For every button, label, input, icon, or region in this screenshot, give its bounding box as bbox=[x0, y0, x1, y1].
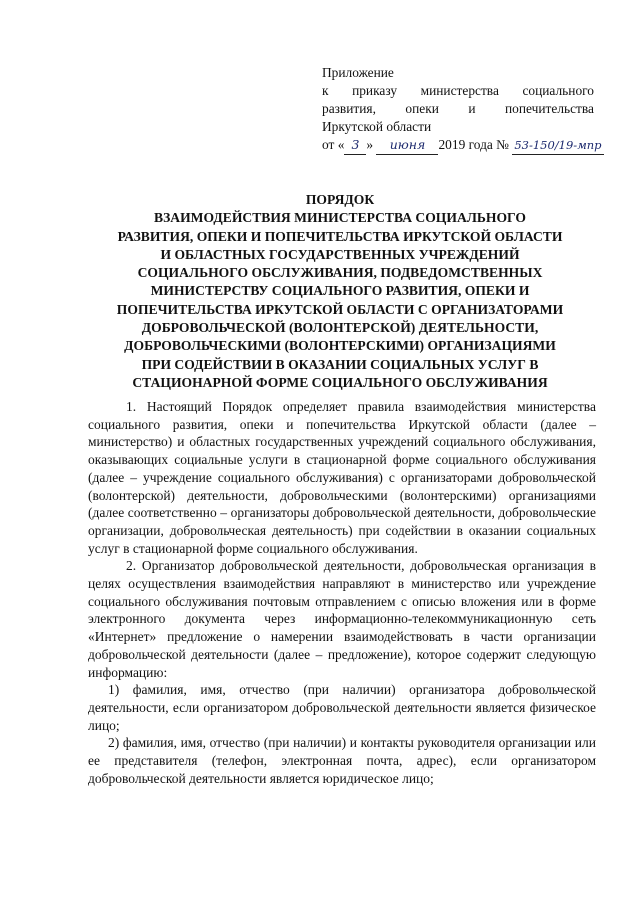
title-line: ДОБРОВОЛЬЧЕСКИМИ (ВОЛОНТЕРСКИМИ) ОРГАНИЗАЦИЯМИ bbox=[124, 338, 556, 354]
title-heading: ПОРЯДОК bbox=[305, 192, 375, 207]
title-line: МИНИСТЕРСТВУ СОЦИАЛЬНОГО РАЗВИТИЯ, ОПЕКИ И bbox=[150, 283, 530, 299]
paragraph-1: 1. Настоящий Порядок определяет правила взаимодействия министерства социального развития, опеки и попечительства Иркутской области (далее – министерство) и областных государственных учреждений социального обслуживания, оказывающих социальные услуги в стационарной форме социального обслуживания (далее – учреждение социального обслуживания) с организаторами добровольческой (волонтерской) деятельности, добровольческими (волонтерскими) организациями (далее соответственно – организаторы добровольческой деятельности, добровольческие организации, добровольческая деятельность) при содействии в оказании социальных услуг в стационарной форме социального обслуживания. bbox=[88, 399, 596, 556]
handwritten-day: 3 bbox=[344, 136, 366, 155]
paragraph-2: 2. Организатор добровольческой деятельности, добровольческая организация в целях осуществления взаимодействия направляют в министерство или учреждение социального обслуживания почтовым отправлением с описью вложения или в форме электронного документа через информационно-телекоммуникационную сеть «Интернет» предложение о намерении взаимодействовать в части организации добровольческой деятельности (далее – предложение), которое содержит следующую информацию: bbox=[88, 558, 596, 680]
title-line: ДОБРОВОЛЬЧЕСКОЙ (ВОЛОНТЕРСКОЙ) ДЕЯТЕЛЬНОСТИ, bbox=[141, 320, 539, 336]
handwritten-month: июня bbox=[376, 136, 438, 155]
annex-date-line bbox=[322, 136, 602, 155]
document-title bbox=[80, 191, 600, 392]
date-year: 2019 года № bbox=[438, 137, 509, 152]
annex-label: Приложение bbox=[322, 65, 394, 80]
title-line: СТАЦИОНАРНОЙ ФОРМЕ СОЦИАЛЬНОГО ОБСЛУЖИВАНИЯ bbox=[132, 374, 548, 390]
title-line: ПРИ СОДЕЙСТВИИ В ОКАЗАНИИ СОЦИАЛЬНЫХ УСЛУГ В bbox=[141, 356, 539, 372]
annex-order-line: к приказу министерства социального bbox=[322, 83, 594, 98]
title-line: РАЗВИТИЯ, ОПЕКИ И ПОПЕЧИТЕЛЬСТВА ИРКУТСКОЙ ОБЛАСТИ bbox=[117, 228, 563, 244]
title-line: ВЗАИМОДЕЙСТВИЯ МИНИСТЕРСТВА СОЦИАЛЬНОГО bbox=[154, 210, 526, 226]
annex-block bbox=[322, 64, 602, 155]
handwritten-order-number: 53-150/19-мпр bbox=[512, 136, 603, 155]
paragraph-2-item-1: 1) фамилия, имя, отчество (при наличии) организатора добровольческой деятельности, если организатором добровольческой деятельности является физическое лицо; bbox=[88, 682, 596, 733]
title-line: СОЦИАЛЬНОГО ОБСЛУЖИВАНИЯ, ПОДВЕДОМСТВЕННЫХ bbox=[137, 265, 543, 281]
document-body bbox=[88, 398, 596, 787]
title-line: И ОБЛАСТНЫХ ГОСУДАРСТВЕННЫХ УЧРЕЖДЕНИЙ bbox=[160, 246, 520, 262]
annex-region-line: Иркутской области bbox=[322, 119, 432, 134]
date-prefix: от « bbox=[322, 137, 345, 152]
annex-ministry-line: развития, опеки и попечительства bbox=[322, 101, 594, 116]
title-line: ПОПЕЧИТЕЛЬСТВА ИРКУТСКОЙ ОБЛАСТИ С ОРГАНИЗАТОРАМИ bbox=[116, 301, 564, 317]
paragraph-2-item-2: 2) фамилия, имя, отчество (при наличии) и контакты руководителя организации или ее представителя (телефон, электронная почта, адрес), если организатором добровольческой деятельности является юридическое лицо; bbox=[88, 735, 596, 786]
date-mid: » bbox=[366, 137, 374, 152]
